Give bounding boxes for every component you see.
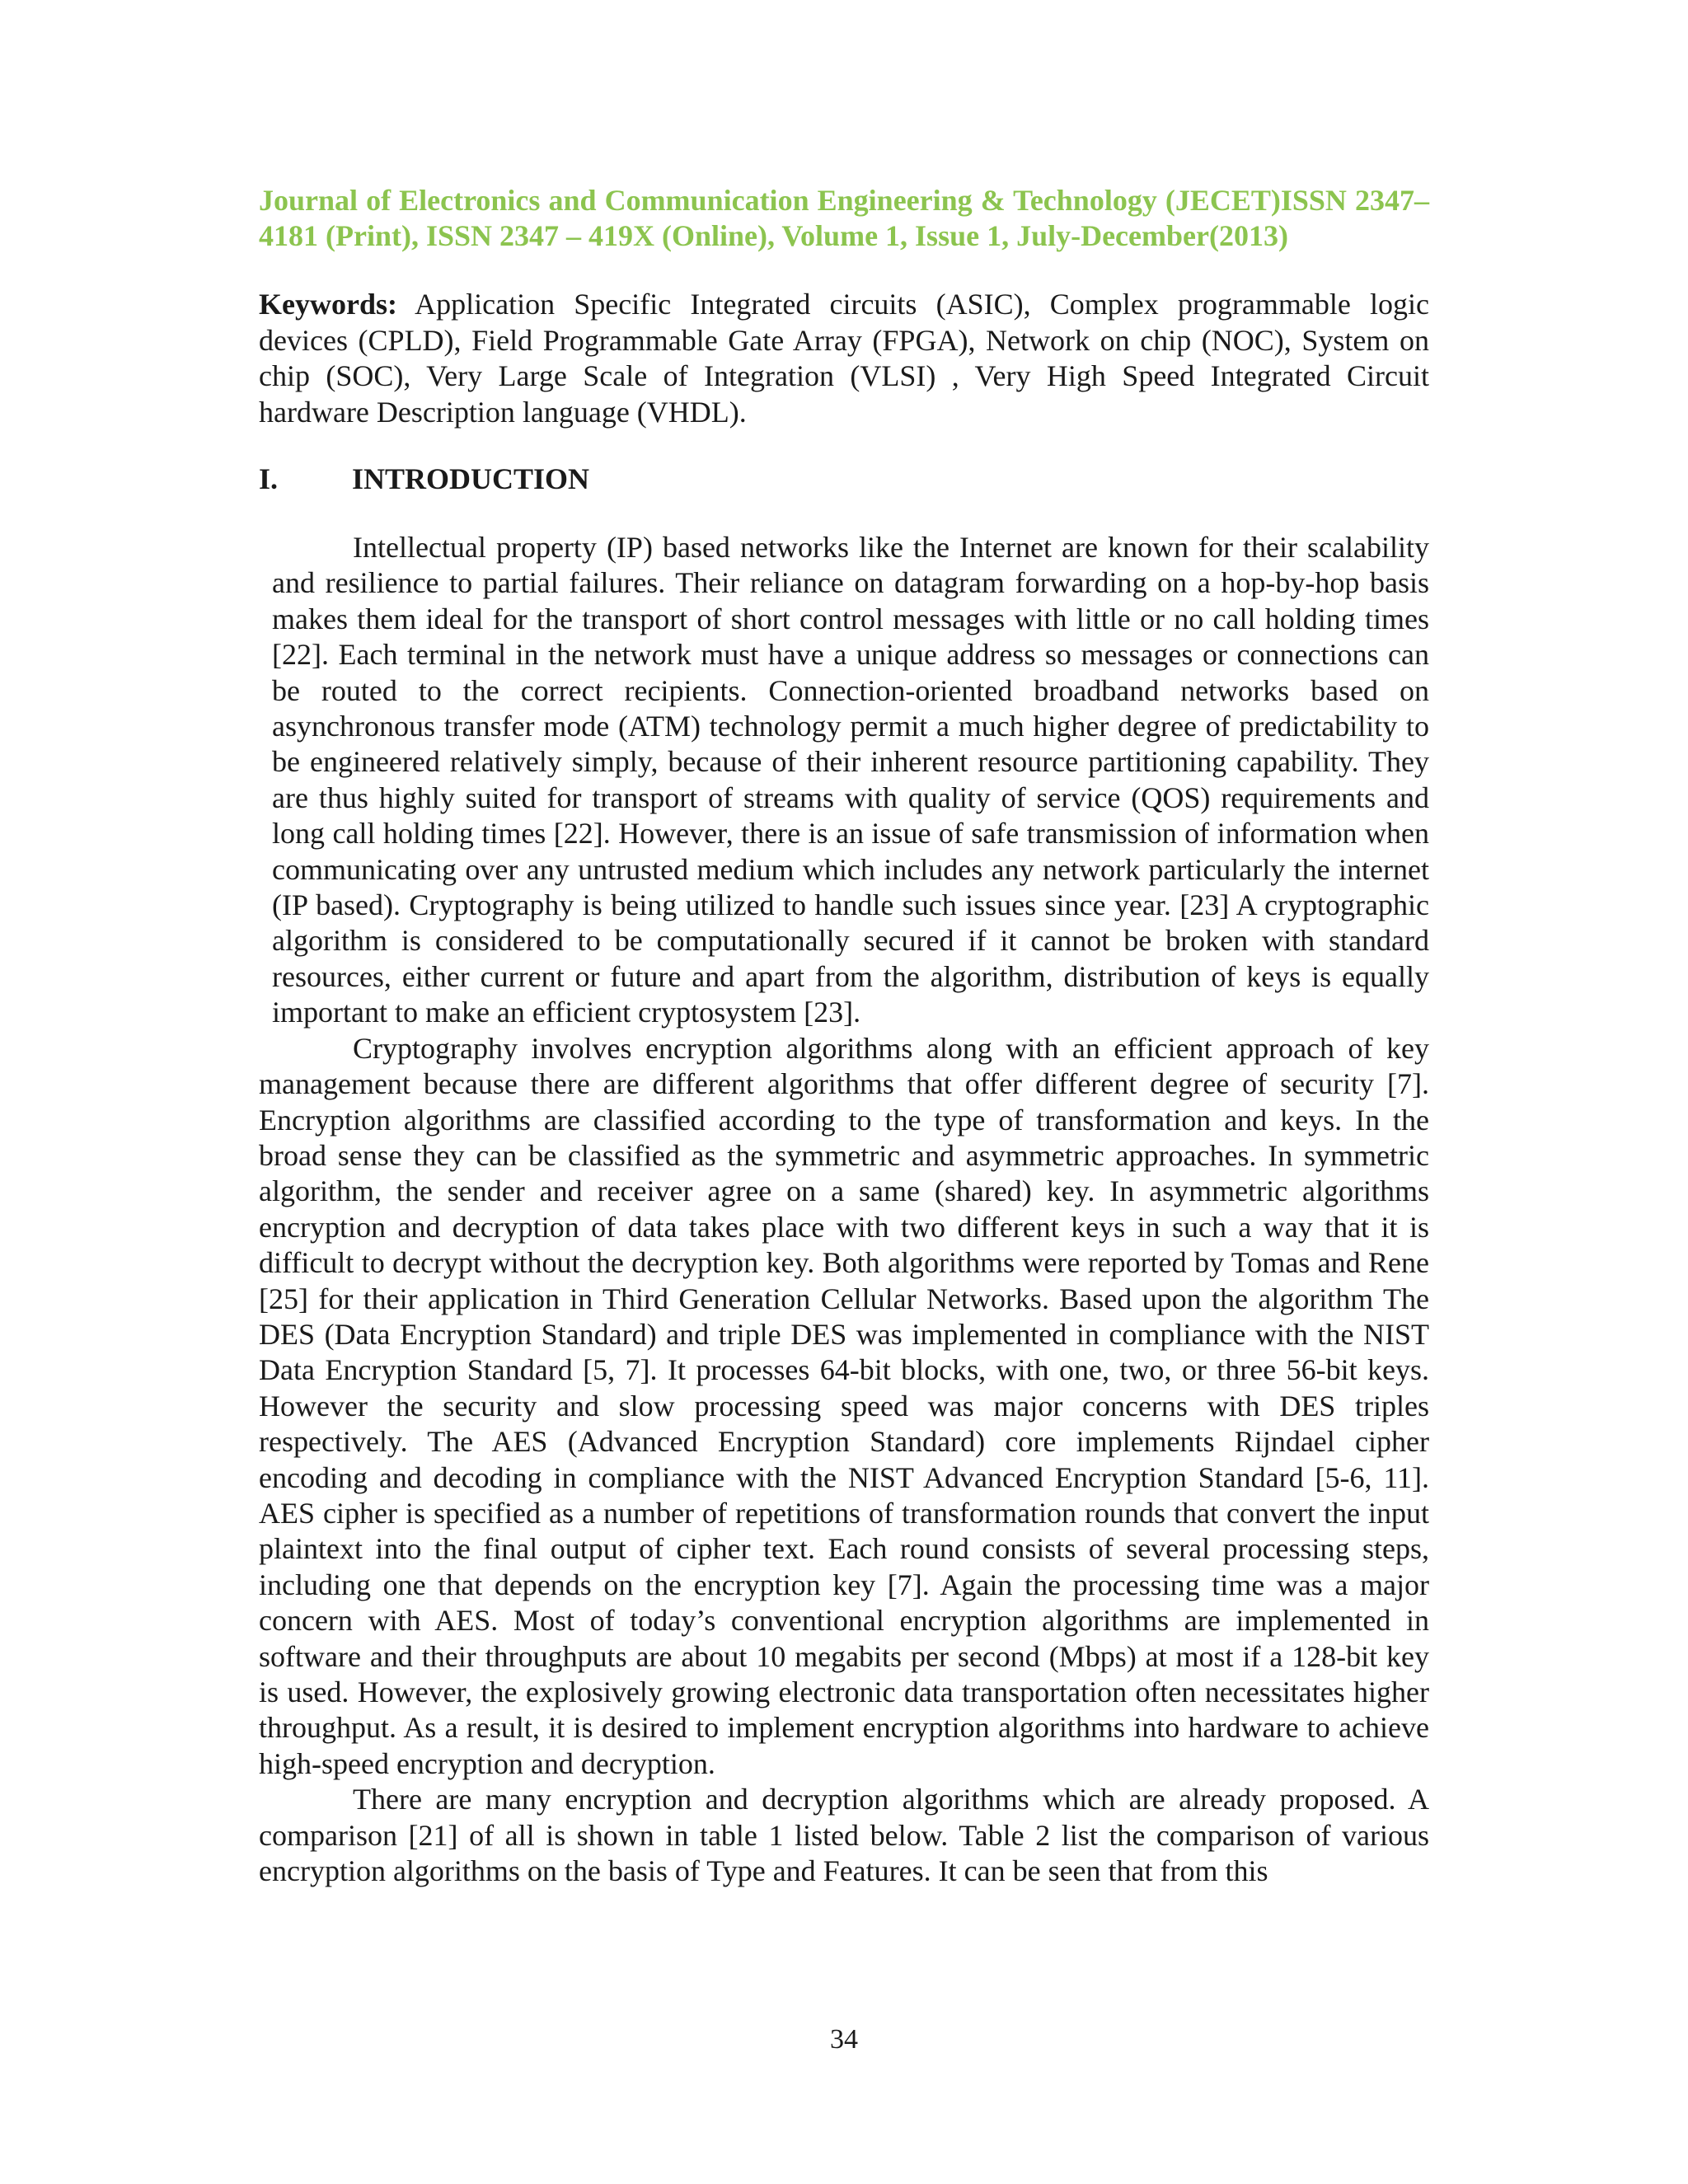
keywords-text: Application Specific Integrated circuits (ASIC), Complex programmable logic devices (CPLD), Field Programmable Gate Array (FPGA), Network on chip (NOC), System on chip (SOC), Very Large Scale of Integration (VLSI) , Very High Speed Integrated Circuit hardware Description language (VHDL). <box>259 288 1429 429</box>
journal-header: Journal of Electronics and Communication Engineering & Technology (JECET)ISSN 2347–4181 (Print), ISSN 2347 – 419X (Online), Volume 1, Issue 1, July-December(2013) <box>259 184 1429 252</box>
page-number: 34 <box>830 2024 858 2055</box>
keywords-label: Keywords: <box>259 288 397 321</box>
section-title: INTRODUCTION <box>352 462 590 495</box>
section-heading <box>259 462 1429 497</box>
paragraph-cryptography: Cryptography involves encryption algorithms along with an efficient approach of key management because there are different algorithms that offer different degree of security [7]. Encryption algorithms are classified according to the type of transformation and keys. In the broad sense they can be classified as the symmetric and asymmetric approaches. In symmetric algorithm, the sender and receiver agree on a same (shared) key. In asymmetric algorithms encryption and decryption of data takes place with two different keys in such a way that it is difficult to decrypt without the decryption key. Both algorithms were reported by Tomas and Rene [25] for their application in Third Generation Cellular Networks. Based upon the algorithm The DES (Data Encryption Standard) and triple DES was implemented in compliance with the NIST Data Encryption Standard [5, 7]. It processes 64-bit blocks, with one, two, or three 56-bit keys. However the security and slow processing speed was major concerns with DES triples respectively. The AES (Advanced Encryption Standard) core implements Rijndael cipher encoding and decoding in compliance with the NIST Advanced Encryption Standard [5-6, 11]. AES cipher is specified as a number of repetitions of transformation rounds that convert the input plaintext into the final output of cipher text. Each round consists of several processing steps, including one that depends on the encryption key [7]. Again the processing time was a major concern with AES. Most of today’s conventional encryption algorithms are implemented in software and their throughputs are about 10 megabits per second (Mbps) at most if a 128-bit key is used. However, the explosively growing electronic data transportation often necessitates higher throughput. As a result, it is desired to implement encryption algorithms into hardware to achieve high-speed encryption and decryption. <box>259 1031 1429 1780</box>
keywords-block <box>259 287 1429 430</box>
paragraph-comparison: There are many encryption and decryption algorithms which are already proposed. A comparison [21] of all is shown in table 1 listed below. Table 2 list the comparison of various encryption algorithms on the basis of Type and Features. It can be seen that from this <box>259 1783 1429 1888</box>
section-number: I. <box>259 462 279 495</box>
paragraph-intro: Intellectual property (IP) based networks like the Internet are known for their scalability and resilience to partial failures. Their reliance on datagram forwarding on a hop-by-hop basis makes them ideal for the transport of short control messages with little or no call holding times [22]. Each terminal in the network must have a unique address so messages or connections can be routed to the correct recipients. Connection-oriented broadband networks based on asynchronous transfer mode (ATM) technology permit a much higher degree of predictability to be engineered relatively simply, because of their inherent resource partitioning capability. They are thus highly suited for transport of streams with quality of service (QOS) requirements and long call holding times [22]. However, there is an issue of safe transmission of information when communicating over any untrusted medium which includes any network particularly the internet (IP based). Cryptography is being utilized to handle such issues since year. [23] A cryptographic algorithm is considered to be computationally secured if it cannot be broken with standard resources, either current or future and apart from the algorithm, distribution of keys is equally important to make an efficient cryptosystem [23]. <box>272 531 1429 1029</box>
page-content <box>259 183 1429 1889</box>
